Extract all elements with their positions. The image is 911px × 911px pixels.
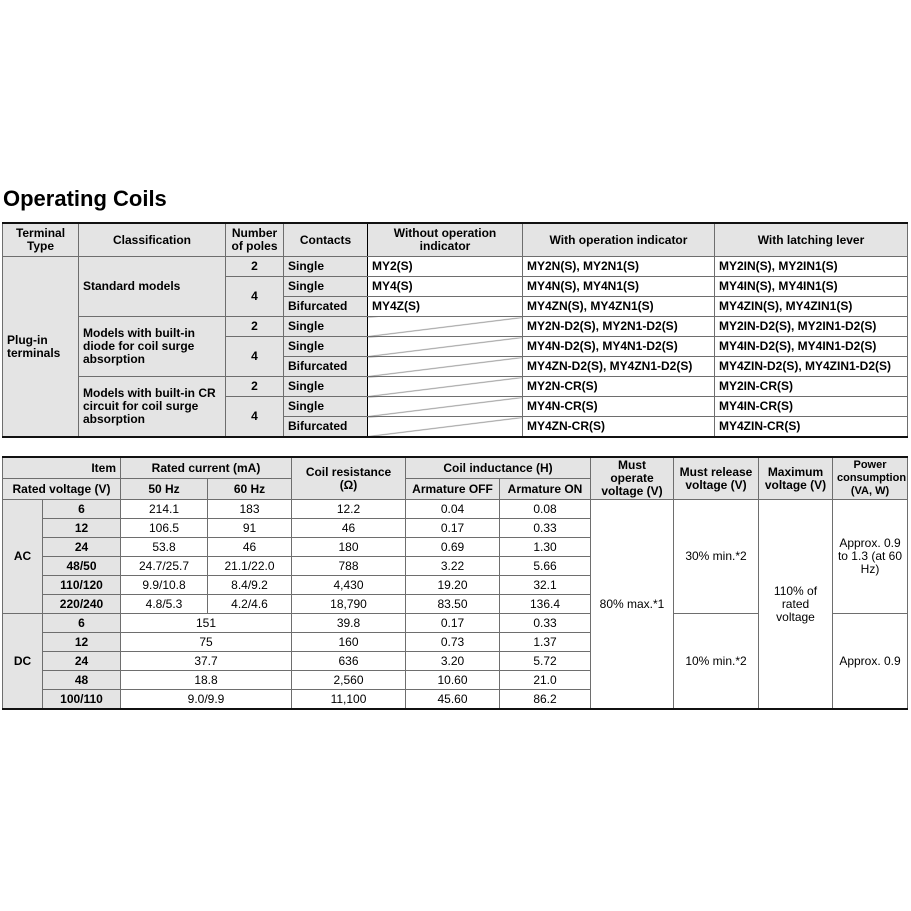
empty-cell	[368, 317, 523, 337]
inductance-on: 21.0	[500, 671, 591, 690]
inductance-off: 3.20	[406, 652, 500, 671]
coil-table	[2, 456, 908, 710]
model-latching-lever: MY2IN-D2(S), MY2IN1-D2(S)	[715, 317, 908, 337]
rated-voltage: 24	[43, 652, 121, 671]
must-release-ac: 30% min.*2	[674, 500, 759, 614]
rated-current: 37.7	[121, 652, 292, 671]
coil-resistance: 160	[292, 633, 406, 652]
inductance-off: 45.60	[406, 690, 500, 710]
rated-voltage: 110/120	[43, 576, 121, 595]
header-power: Power consumption (VA, W)	[833, 457, 908, 500]
header-with-indicator: With operation indicator	[523, 223, 715, 257]
page-title: Operating Coils	[3, 186, 167, 211]
model-with-indicator: MY4ZN(S), MY4ZN1(S)	[523, 297, 715, 317]
inductance-on: 0.33	[500, 614, 591, 633]
header-max-voltage: Maximum voltage (V)	[759, 457, 833, 500]
model-with-indicator: MY4N-CR(S)	[523, 397, 715, 417]
coil-resistance: 180	[292, 538, 406, 557]
model-with-indicator: MY4ZN-D2(S), MY4ZN1-D2(S)	[523, 357, 715, 377]
ac-label: AC	[3, 500, 43, 614]
contacts: Single	[284, 277, 368, 297]
model-latching-lever: MY4ZIN-CR(S)	[715, 417, 908, 438]
header-row	[3, 223, 908, 257]
rated-current: 75	[121, 633, 292, 652]
header-terminal-type: Terminal Type	[3, 223, 79, 257]
model-with-indicator: MY4N(S), MY4N1(S)	[523, 277, 715, 297]
coil-resistance: 4,430	[292, 576, 406, 595]
current-60hz: 91	[208, 519, 292, 538]
inductance-on: 0.33	[500, 519, 591, 538]
poles: 2	[226, 257, 284, 277]
inductance-on: 5.66	[500, 557, 591, 576]
contacts: Bifurcated	[284, 417, 368, 438]
rated-voltage: 220/240	[43, 595, 121, 614]
rated-current: 151	[121, 614, 292, 633]
inductance-on: 1.37	[500, 633, 591, 652]
current-60hz: 4.2/4.6	[208, 595, 292, 614]
rated-voltage: 6	[43, 614, 121, 633]
header-rated-voltage: Rated voltage (V)	[3, 479, 121, 500]
inductance-off: 0.73	[406, 633, 500, 652]
rated-voltage: 24	[43, 538, 121, 557]
current-60hz: 183	[208, 500, 292, 519]
model-without-indicator: MY4Z(S)	[368, 297, 523, 317]
header-armature-on: Armature ON	[500, 479, 591, 500]
inductance-off: 0.17	[406, 519, 500, 538]
rated-voltage: 12	[43, 633, 121, 652]
coil-resistance: 11,100	[292, 690, 406, 710]
empty-cell	[368, 417, 523, 438]
coil-resistance: 2,560	[292, 671, 406, 690]
inductance-on: 136.4	[500, 595, 591, 614]
terminal-type: Plug-in terminals	[3, 257, 79, 438]
max-voltage: 110% of rated voltage	[759, 500, 833, 710]
table-row	[3, 257, 908, 277]
rated-voltage: 48	[43, 671, 121, 690]
header-item: Item	[3, 457, 121, 479]
rated-voltage: 6	[43, 500, 121, 519]
current-60hz: 46	[208, 538, 292, 557]
header-60hz: 60 Hz	[208, 479, 292, 500]
model-latching-lever: MY4IN-D2(S), MY4IN1-D2(S)	[715, 337, 908, 357]
current-50hz: 53.8	[121, 538, 208, 557]
header-must-release: Must release voltage (V)	[674, 457, 759, 500]
model-with-indicator: MY2N(S), MY2N1(S)	[523, 257, 715, 277]
inductance-on: 5.72	[500, 652, 591, 671]
header-must-operate: Must operate voltage (V)	[591, 457, 674, 500]
table-row	[3, 500, 908, 519]
current-50hz: 106.5	[121, 519, 208, 538]
model-with-indicator: MY4N-D2(S), MY4N1-D2(S)	[523, 337, 715, 357]
model-with-indicator: MY2N-CR(S)	[523, 377, 715, 397]
current-60hz: 21.1/22.0	[208, 557, 292, 576]
contacts: Single	[284, 257, 368, 277]
inductance-on: 1.30	[500, 538, 591, 557]
inductance-off: 83.50	[406, 595, 500, 614]
header-coil-inductance: Coil inductance (H)	[406, 457, 591, 479]
model-latching-lever: MY2IN-CR(S)	[715, 377, 908, 397]
inductance-off: 0.04	[406, 500, 500, 519]
empty-cell	[368, 397, 523, 417]
power-ac: Approx. 0.9 to 1.3 (at 60 Hz)	[833, 500, 908, 614]
empty-cell	[368, 337, 523, 357]
contacts: Single	[284, 377, 368, 397]
coil-resistance: 39.8	[292, 614, 406, 633]
inductance-off: 0.17	[406, 614, 500, 633]
rated-voltage: 12	[43, 519, 121, 538]
model-without-indicator: MY2(S)	[368, 257, 523, 277]
contacts: Single	[284, 337, 368, 357]
inductance-off: 0.69	[406, 538, 500, 557]
model-latching-lever: MY2IN(S), MY2IN1(S)	[715, 257, 908, 277]
model-with-indicator: MY2N-D2(S), MY2N1-D2(S)	[523, 317, 715, 337]
models-table	[2, 222, 908, 438]
classification: Models with built-in diode for coil surge absorption	[79, 317, 226, 377]
poles: 4	[226, 337, 284, 377]
contacts: Single	[284, 397, 368, 417]
header-armature-off: Armature OFF	[406, 479, 500, 500]
model-with-indicator: MY4ZN-CR(S)	[523, 417, 715, 438]
must-release-dc: 10% min.*2	[674, 614, 759, 710]
classification: Standard models	[79, 257, 226, 317]
coil-resistance: 18,790	[292, 595, 406, 614]
coil-resistance: 46	[292, 519, 406, 538]
coil-resistance: 12.2	[292, 500, 406, 519]
header-without-indicator: Without operation indicator	[368, 223, 523, 257]
empty-cell	[368, 377, 523, 397]
contacts: Bifurcated	[284, 297, 368, 317]
model-latching-lever: MY4IN-CR(S)	[715, 397, 908, 417]
rated-current: 9.0/9.9	[121, 690, 292, 710]
header-contacts: Contacts	[284, 223, 368, 257]
inductance-off: 10.60	[406, 671, 500, 690]
inductance-off: 3.22	[406, 557, 500, 576]
power-dc: Approx. 0.9	[833, 614, 908, 710]
current-50hz: 4.8/5.3	[121, 595, 208, 614]
poles: 2	[226, 317, 284, 337]
coil-resistance: 636	[292, 652, 406, 671]
model-latching-lever: MY4IN(S), MY4IN1(S)	[715, 277, 908, 297]
dc-label: DC	[3, 614, 43, 710]
model-latching-lever: MY4ZIN(S), MY4ZIN1(S)	[715, 297, 908, 317]
header-row	[3, 457, 908, 479]
rated-voltage: 48/50	[43, 557, 121, 576]
must-operate: 80% max.*1	[591, 500, 674, 710]
poles: 2	[226, 377, 284, 397]
contacts: Single	[284, 317, 368, 337]
rated-current: 18.8	[121, 671, 292, 690]
classification: Models with built-in CR circuit for coil surge absorption	[79, 377, 226, 438]
poles: 4	[226, 277, 284, 317]
header-50hz: 50 Hz	[121, 479, 208, 500]
header-latching-lever: With latching lever	[715, 223, 908, 257]
inductance-on: 86.2	[500, 690, 591, 710]
poles: 4	[226, 397, 284, 438]
empty-cell	[368, 357, 523, 377]
model-latching-lever: MY4ZIN-D2(S), MY4ZIN1-D2(S)	[715, 357, 908, 377]
inductance-on: 32.1	[500, 576, 591, 595]
table-row	[3, 377, 908, 397]
table-row	[3, 317, 908, 337]
inductance-on: 0.08	[500, 500, 591, 519]
current-50hz: 24.7/25.7	[121, 557, 208, 576]
rated-voltage: 100/110	[43, 690, 121, 710]
current-50hz: 9.9/10.8	[121, 576, 208, 595]
current-50hz: 214.1	[121, 500, 208, 519]
header-poles: Number of poles	[226, 223, 284, 257]
inductance-off: 19.20	[406, 576, 500, 595]
contacts: Bifurcated	[284, 357, 368, 377]
model-without-indicator: MY4(S)	[368, 277, 523, 297]
header-classification: Classification	[79, 223, 226, 257]
current-60hz: 8.4/9.2	[208, 576, 292, 595]
header-rated-current: Rated current (mA)	[121, 457, 292, 479]
header-coil-resistance: Coil resistance (Ω)	[292, 457, 406, 500]
coil-resistance: 788	[292, 557, 406, 576]
